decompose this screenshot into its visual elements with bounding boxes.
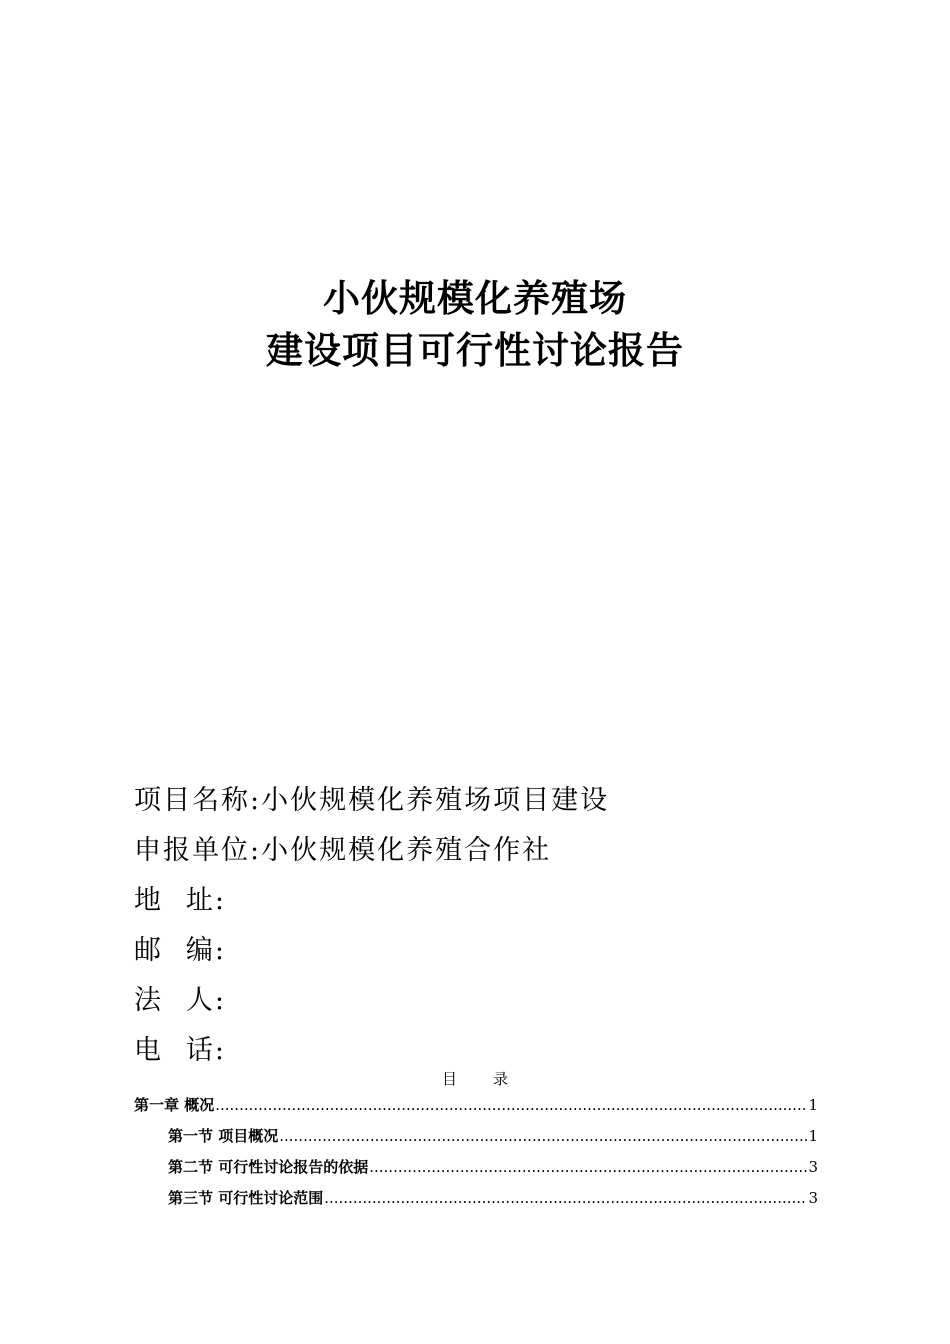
toc-dot-leader [279, 1127, 807, 1145]
toc-entry[interactable] [134, 1094, 818, 1125]
legal-person-label [134, 978, 226, 1017]
toc-entry-label: 第一节 项目概况 [168, 1127, 279, 1145]
info-row-postcode [134, 922, 834, 972]
info-row-legal-person [134, 972, 834, 1022]
postcode-label-char-1: 邮 [134, 934, 163, 966]
postcode-label [134, 928, 226, 967]
toc-entry-label: 第一章 概况 [134, 1096, 215, 1114]
toc-entry-page-number: 1 [808, 1096, 818, 1114]
toc-dot-leader [324, 1189, 807, 1207]
toc-entry[interactable] [134, 1156, 818, 1187]
project-name-label: 项目名称: [134, 784, 262, 816]
phone-label [134, 1028, 226, 1067]
project-name-value: 小伙规模化养殖场项目建设 [261, 784, 610, 816]
legal-label-char-1: 法 [134, 984, 163, 1016]
project-info [134, 772, 834, 1072]
toc-entry[interactable] [134, 1187, 818, 1218]
address-label-char-1: 地 [134, 884, 163, 916]
toc-entry-page-number: 3 [808, 1158, 818, 1176]
table-of-contents [134, 1094, 818, 1218]
info-row-phone [134, 1022, 834, 1072]
toc-entry-label: 第二节 可行性讨论报告的依据 [168, 1158, 369, 1176]
toc-entry-page-number: 3 [808, 1189, 818, 1207]
phone-label-char-2: 话: [185, 1034, 226, 1066]
document-title [0, 272, 950, 376]
toc-heading: 目录 [441, 1070, 544, 1088]
toc-entry-page-number: 1 [808, 1127, 818, 1145]
title-line-1: 小伙规模化养殖场 [323, 276, 627, 320]
applicant-label: 申报单位: [134, 834, 262, 866]
info-row-address [134, 872, 834, 922]
toc-dot-leader [215, 1096, 807, 1114]
postcode-label-char-2: 编: [185, 934, 226, 966]
legal-label-char-2: 人: [185, 984, 226, 1016]
toc-entry-label: 第三节 可行性讨论范围 [168, 1189, 324, 1207]
applicant-value: 小伙规模化养殖合作社 [261, 834, 552, 866]
info-row-project-name [134, 772, 834, 822]
toc-dot-leader [369, 1158, 807, 1176]
toc-entry[interactable] [134, 1125, 818, 1156]
title-line-2: 建设项目可行性讨论报告 [266, 328, 684, 372]
phone-label-char-1: 电 [134, 1034, 163, 1066]
info-row-applicant [134, 822, 834, 872]
address-label [134, 878, 226, 917]
address-label-char-2: 址: [185, 884, 226, 916]
